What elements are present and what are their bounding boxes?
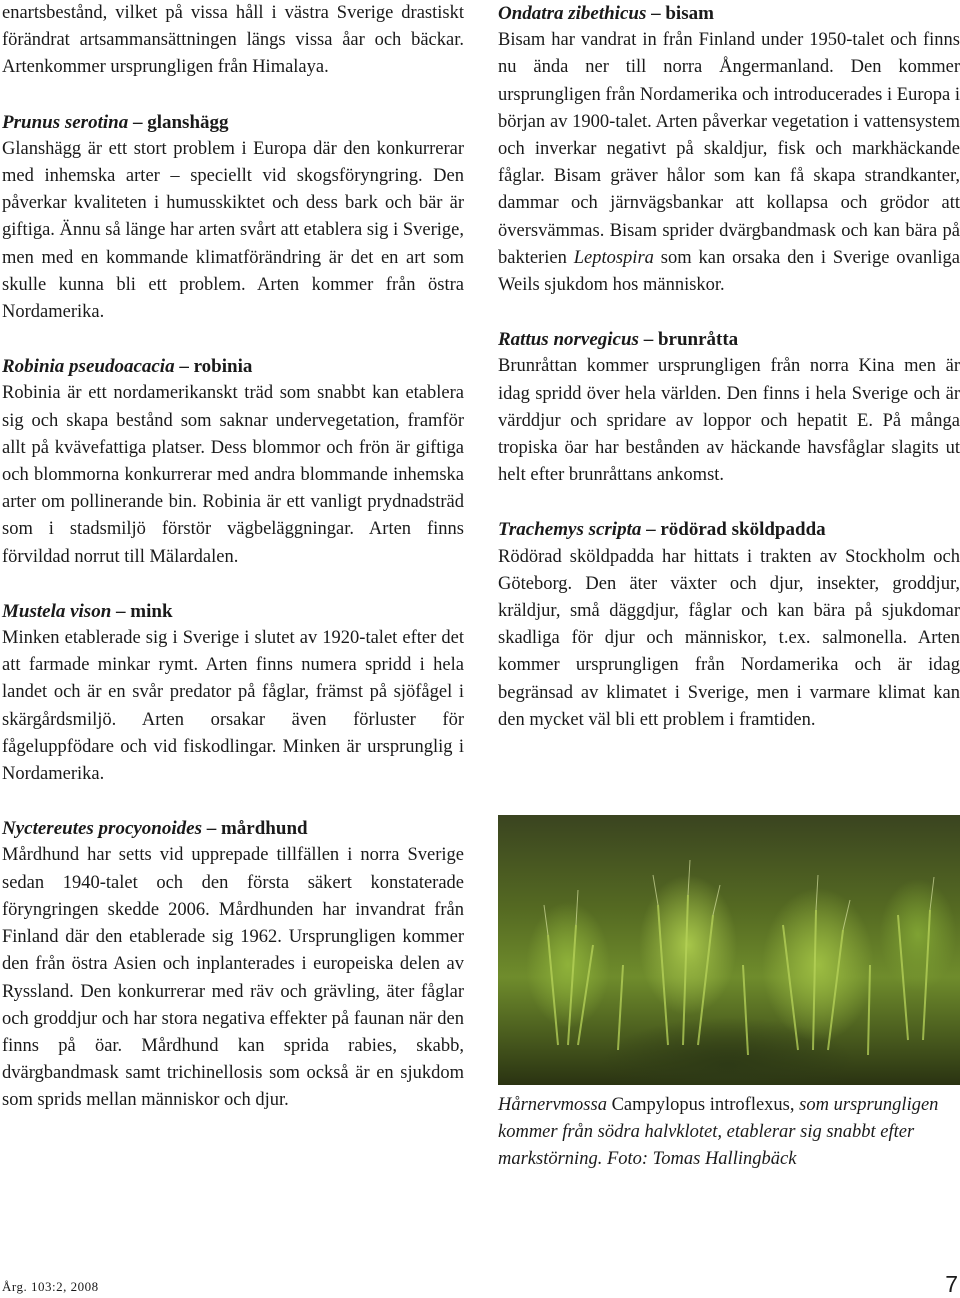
common-name: glanshägg (147, 111, 229, 133)
left-column (2, 0, 464, 1142)
common-name: robinia (193, 356, 253, 378)
common-name: rödörad sköldpadda (660, 519, 826, 541)
scientific-name: Rattus norvegicus (498, 329, 639, 351)
scientific-name: Ondatra zibethicus (498, 3, 647, 24)
heading-dash: – (179, 356, 189, 378)
moss-illustration (498, 815, 960, 1085)
species-text: Robinia är ett nordamerikanskt träd som snabbt kan etablera sig och skapa bestånd som saknar undervegetation, framför allt på kvävefattiga platser. Dess blommor och frön är giftiga och blommorna konkurrerar med andra blommande inhemska arter om pollinerande bin. Robinia är ett vanligt prydnadsträd som i stadsmiljö förstör vägbeläggningar. Arten finns förvildad norrut till Mälardalen. (2, 383, 464, 567)
scientific-name: Nyctereutes procyonoides (2, 818, 202, 840)
species-rattus (498, 326, 960, 489)
moss-photo (498, 815, 960, 1085)
species-heading (2, 353, 464, 380)
scientific-name: Trachemys scripta (498, 519, 642, 541)
scientific-name: Robinia pseudoacacia (2, 356, 175, 378)
caption-scientific-name: Campylopus introflexus, (611, 1095, 795, 1115)
common-name: bisam (665, 3, 714, 24)
species-text: Mårdhund har setts vid upprepade tillfällen i norra Sverige sedan 1940-talet och den första säkert konstaterade föryngringen skedde 2006. Mårdhunden har invandrat från Finland där den etablerade sig 1962. Ursprungligen kommer den från östra Asien och inplanterades i europeiska delen av Ryssland. Den konkurrerar med räv och grävling, äter fåglar och groddjur och har stora negativa effekter på faunan när den finns på öar. Mårdhund kan sprida rabies, skabb, dvärgbandmask samt trichinellosis som också är en sjukdom som sprids mellan människor och djur. (2, 845, 464, 1111)
common-name: brunråtta (657, 329, 739, 351)
species-text-part: som kan orsaka den i Sverige ovanliga Weils sjukdom hos människor. (498, 247, 960, 296)
species-robinia (2, 353, 464, 571)
species-text: Glanshägg är ett stort problem i Europa där den konkurrerar med inhemska arter – speciellt vid skogsföryngring. Den påverkar kvaliteten i humusskiktet och dess bark och bär är giftiga. Ännu så länge har arten svårt att etablera sig i Sverige, men med en kommande klimatförändring är det en art som skulle kunna bli ett problem. Arten kommer från östra Nordamerika. (2, 138, 464, 323)
heading-dash: – (206, 818, 217, 840)
species-text: Brunråttan kommer ursprungligen från norra Kina men är idag spridd över hela världen. Den finns i hela Sverige och är värddjur och spridare av loppor och hepatit E. På många tropiska öar har bestånden av häckande havsfåglar slagits ut helt efter brunråttans ankomst. (498, 356, 960, 486)
species-heading (498, 516, 960, 543)
caption-common-name: Hårnervmossa (498, 1095, 612, 1115)
species-heading (2, 109, 464, 136)
scientific-name: Mustela vison (2, 600, 112, 622)
species-heading (498, 0, 960, 27)
species-nyctereutes (2, 815, 464, 1114)
heading-dash: – (643, 329, 654, 351)
species-ondatra (498, 0, 960, 299)
intro-text: enartsbestånd, vilket på vissa håll i västra Sverige drastiskt förändrat artsammansättningen längs vissa åar och bäckar. Artenkommer ursprungligen från Himalaya. (2, 3, 464, 78)
caption-text (498, 1092, 960, 1174)
species-mustela (2, 598, 464, 788)
bacterium-name: Leptospira (573, 247, 654, 268)
issue-label: Årg. 103:2, 2008 (2, 1279, 99, 1294)
page-number: 7 (945, 1271, 958, 1297)
scientific-name: Prunus serotina (2, 111, 129, 133)
species-heading (498, 326, 960, 353)
heading-dash: – (646, 519, 656, 541)
photo-caption (498, 1092, 960, 1174)
heading-dash: – (651, 3, 661, 24)
intro-paragraph (2, 0, 464, 82)
species-prunus (2, 109, 464, 327)
species-text: Minken etablerade sig i Sverige i slutet av 1920-talet efter det att farmade minkar rymt. Arten finns numera spridd i hela landet och är en svår predator på fåglar, främst på sjöfågel i skärgårdsmiljö. Arten orsakar även förluster för fågeluppfödare och vid fiskodlingar. Minken är ursprunglig i Nordamerika. (2, 628, 464, 785)
species-text-part: Bisam har vandrat in från Finland under 1950-talet och finns nu ända ner till norra Ångermanland. Den kommer ursprungligen från Nordamerika och introducerades i Europa i början av 1900-talet. Arten påverkar vegetation i vattensystem och inverkar negativt på skaldjur, fisk och markhäckande fåglar. Bisam gräver hålor som kan få skapa strandkanter, dammar och järnvägsbankar att kollapsa och grödor att översvämmas. Bisam sprider dvärgbandmask och kan bära på bakterien (498, 30, 960, 268)
species-trachemys (498, 516, 960, 734)
heading-dash: – (116, 600, 126, 622)
common-name: mink (130, 600, 173, 622)
species-text: Rödörad sköldpadda har hittats i trakten av Stockholm och Göteborg. Den äter växter och djur, insekter, groddjur, kräldjur, små däggdjur, fåglar och kan bära på sjukdomar skadliga för djur och människor, t.ex. salmonella. Arten kommer ursprungligen från Nordamerika och är idag begränsad av klimatet i Sverige, men i varmare klimat kan den mycket väl bli ett problem i framtiden. (498, 546, 960, 730)
right-column (498, 0, 960, 761)
species-heading (2, 815, 464, 842)
heading-dash: – (132, 111, 143, 133)
caption-description: som ursprungligen kommer från södra halvklotet, etablerar sig snabbt efter markstörning. Foto: Tomas Hallingbäck (498, 1095, 939, 1170)
species-heading (2, 598, 464, 625)
common-name: mårdhund (220, 818, 308, 840)
species-text (498, 27, 960, 299)
